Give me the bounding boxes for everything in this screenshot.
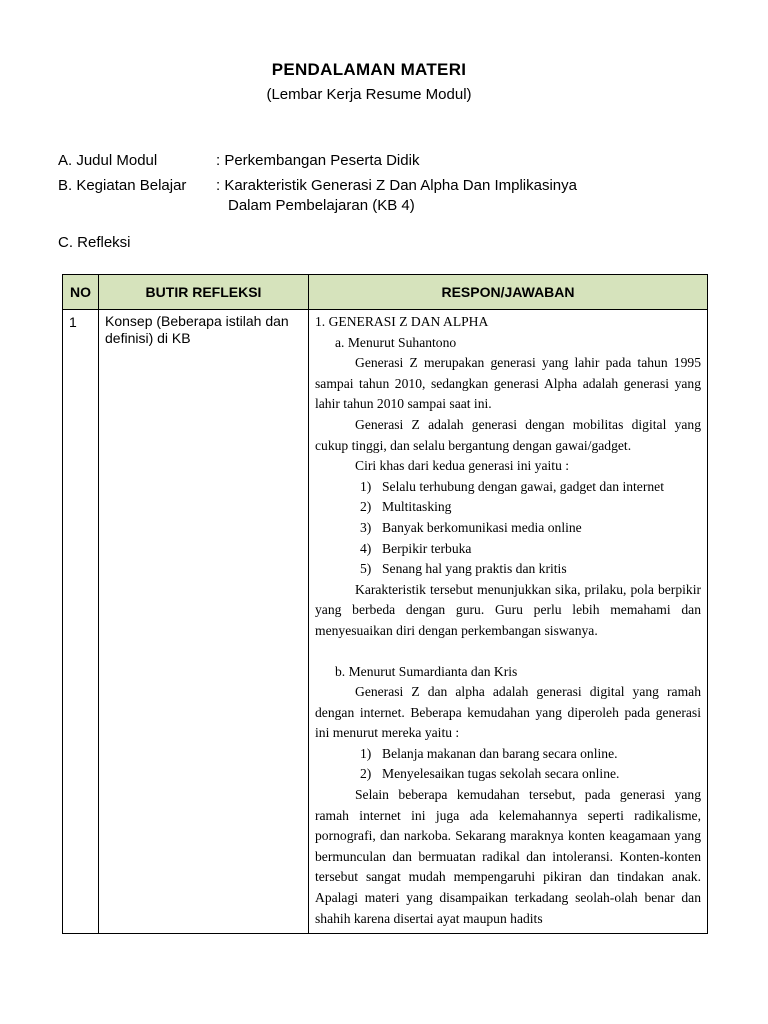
list-item bbox=[315, 559, 701, 580]
row-number: 1 bbox=[63, 310, 99, 934]
list-item bbox=[315, 497, 701, 518]
kegiatan-belajar-label: B. Kegiatan Belajar bbox=[58, 177, 187, 194]
list-text: Belanja makanan dan barang secara online. bbox=[382, 745, 618, 761]
header-butir-refleksi: BUTIR REFLEKSI bbox=[99, 275, 309, 310]
list-item bbox=[315, 744, 701, 765]
table-row bbox=[63, 310, 708, 934]
butir-cell: Konsep (Beberapa istilah dan definisi) di KB bbox=[99, 310, 309, 934]
list-item bbox=[315, 764, 701, 785]
response-heading: 1. GENERASI Z DAN ALPHA bbox=[315, 314, 489, 329]
list-text: Multitasking bbox=[382, 499, 452, 515]
respon-cell bbox=[309, 310, 708, 934]
list-text: Selalu terhubung dengan gawai, gadget dan internet bbox=[382, 478, 664, 494]
refleksi-table bbox=[62, 274, 708, 934]
list-text: Senang hal yang praktis dan kritis bbox=[382, 561, 567, 577]
kegiatan-belajar-value: : Karakteristik Generasi Z Dan Alpha Dan Implikasinya bbox=[216, 177, 577, 194]
list-number: 1) bbox=[360, 745, 372, 761]
list-number: 1) bbox=[360, 478, 372, 494]
section-a-paragraph-3: Ciri khas dari kedua generasi ini yaitu : bbox=[355, 458, 570, 474]
header-no: NO bbox=[63, 275, 99, 310]
refleksi-label: C. Refleksi bbox=[58, 234, 131, 251]
section-b-title: b. Menurut Sumardianta dan Kris bbox=[335, 663, 518, 679]
list-text: Banyak berkomunikasi media online bbox=[382, 519, 582, 535]
page-title: PENDALAMAN MATERI bbox=[271, 60, 467, 79]
spacer bbox=[315, 642, 701, 662]
section-a-paragraph-1: Generasi Z merupakan generasi yang lahir pada tahun 1995 sampai tahun 2010, sedangkan generasi Alpha adalah generasi yang lahir tahun 2010 sampai saat ini. bbox=[315, 355, 701, 412]
section-b-paragraph-2: Selain beberapa kemudahan tersebut, pada generasi yang ramah internet ini juga ada kelemahannya seperti radikalisme, pornografi, dan narkoba. Sekarang maraknya konten keagamaan yang bermunculan dan bermuatan radikal dan intoleransi. Konten-konten tersebut sangat mudah mempengaruhi pikiran dan tindakan anak. Apalagi materi yang disampaikan terkadang seolah-olah benar dan shahih karena disertai ayat maupun hadits bbox=[315, 787, 701, 926]
judul-modul-value: : Perkembangan Peserta Didik bbox=[216, 152, 420, 169]
list-item bbox=[315, 477, 701, 498]
table-header-row bbox=[63, 275, 708, 310]
section-a-paragraph-2: Generasi Z adalah generasi dengan mobilitas digital yang cukup tinggi, dan selalu bergantung dengan gawai/gadget. bbox=[315, 416, 701, 453]
list-number: 4) bbox=[360, 540, 372, 556]
section-a-paragraph-4: Karakteristik tersebut menunjukkan sika, prilaku, pola berpikir yang berbeda dengan guru. Guru perlu lebih memahami dan menyesuaikan diri dengan perkembangan siswanya. bbox=[315, 581, 701, 638]
kegiatan-belajar-value-cont: Dalam Pembelajaran (KB 4) bbox=[228, 197, 415, 214]
header-respon-jawaban: RESPON/JAWABAN bbox=[309, 275, 708, 310]
list-text: Menyelesaikan tugas sekolah secara online. bbox=[382, 766, 620, 782]
list-text: Berpikir terbuka bbox=[382, 540, 472, 556]
judul-modul-label: A. Judul Modul bbox=[58, 152, 158, 169]
section-a-title: a. Menurut Suhantono bbox=[335, 334, 457, 350]
list-item bbox=[315, 518, 701, 539]
list-number: 2) bbox=[360, 766, 372, 782]
section-b-paragraph-1: Generasi Z dan alpha adalah generasi digital yang ramah dengan internet. Beberapa kemudahan yang diperoleh pada generasi ini menurut mereka yaitu : bbox=[315, 684, 701, 741]
list-number: 3) bbox=[360, 519, 372, 535]
list-number: 5) bbox=[360, 561, 372, 577]
page-subtitle: (Lembar Kerja Resume Modul) bbox=[266, 86, 472, 103]
list-number: 2) bbox=[360, 499, 372, 515]
list-item bbox=[315, 539, 701, 560]
